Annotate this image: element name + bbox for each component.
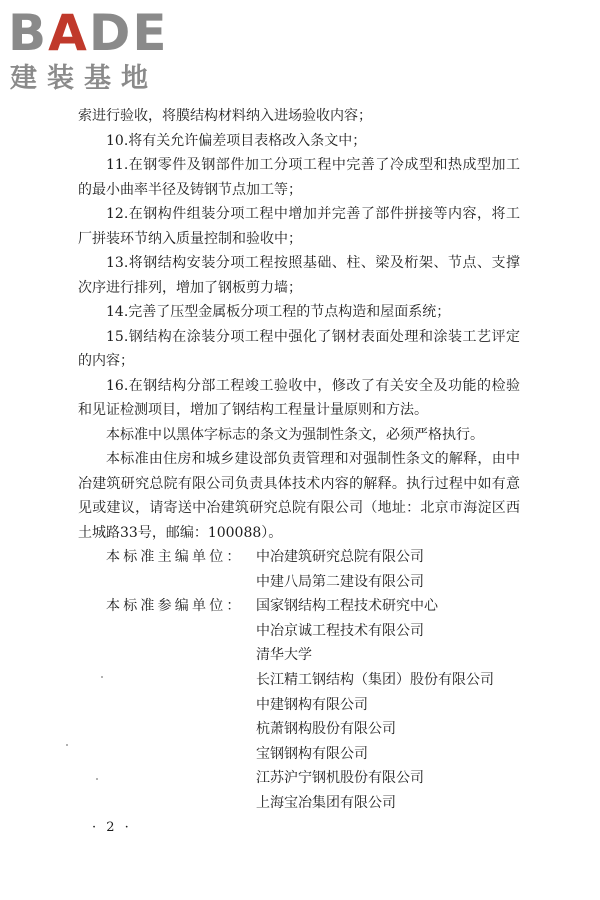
scan-speck <box>101 676 103 678</box>
participating-unit-row <box>78 742 520 767</box>
logo-wordmark <box>8 6 169 60</box>
paragraph: 14.完善了压型金属板分项工程的节点构造和屋面系统； <box>106 304 451 320</box>
participating-unit-row <box>78 693 520 718</box>
participating-unit-row <box>78 643 520 668</box>
page-number: · 2 · <box>92 820 132 835</box>
paragraph: 10.将有关允许偏差项目表格改入条文中； <box>106 132 367 149</box>
chief-unit-row <box>78 570 520 595</box>
participating-unit-row <box>78 594 520 619</box>
unit-name: 江苏沪宁钢机股份有限公司 <box>256 770 424 787</box>
unit-name: 中建钢构有限公司 <box>256 696 368 713</box>
document-body <box>78 104 520 816</box>
mandatory-clause-note: 本标准中以黑体字标志的条文为强制性条文，必须严格执行。 <box>106 426 484 443</box>
participating-unit-row <box>78 791 520 816</box>
logo-letter-accent: A <box>48 4 89 62</box>
scan-speck <box>96 778 98 780</box>
unit-name: 国家钢结构工程技术研究中心 <box>256 598 438 615</box>
paragraph: 15.钢结构在涂装分项工程中强化了钢材表面处理和涂装工艺评定的内容； <box>78 328 520 369</box>
participating-unit-row <box>78 668 520 693</box>
scan-speck <box>66 744 68 746</box>
participating-unit-row <box>78 766 520 791</box>
chief-unit-row <box>78 545 520 570</box>
unit-name: 宝钢钢构有限公司 <box>256 745 368 762</box>
unit-name: 上海宝冶集团有限公司 <box>256 794 396 811</box>
unit-name: 中建八局第二建设有限公司 <box>256 573 424 590</box>
bade-logo <box>8 6 178 98</box>
logo-letters-prefix: B <box>8 4 49 62</box>
participating-unit-row <box>78 619 520 644</box>
logo-letters-suffix: DE <box>88 4 169 62</box>
paragraph: 13.将钢结构安装分项工程按照基础、柱、梁及桁架、节点、支撑次序进行排列，增加了钢板剪力墙； <box>78 255 520 296</box>
unit-name: 清华大学 <box>256 647 312 664</box>
units-list <box>78 545 520 816</box>
paragraph: 索进行验收，将膜结构材料纳入进场验收内容； <box>78 108 372 124</box>
chief-units-label: 本标准主编单位： <box>106 549 244 565</box>
management-note: 本标准由住房和城乡建设部负责管理和对强制性条文的解释，由中冶建筑研究总院有限公司负责具体技术内容的解释。执行过程中如有意见或建议，请寄送中冶建筑研究总院有限公司（地址：北京市海淀区西土城路33号，邮编：100088）。 <box>78 451 520 541</box>
unit-name: 长江精工钢结构（集团）股份有限公司 <box>256 671 494 688</box>
paragraph: 12.在钢构件组装分项工程中增加并完善了部件拼接等内容，将工厂拼装环节纳入质量控制和验收中； <box>78 206 520 247</box>
logo-subtitle: 建装基地 <box>10 63 158 94</box>
unit-name: 杭萧钢构股份有限公司 <box>256 721 396 738</box>
paragraph: 11.在钢零件及钢部件加工分项工程中完善了冷成型和热成型加工的最小曲率半径及铸钢节点加工等； <box>78 157 520 198</box>
paragraph: 16.在钢结构分部工程竣工验收中，修改了有关安全及功能的检验和见证检测项目，增加了钢结构工程量计量原则和方法。 <box>78 377 520 418</box>
unit-name: 中冶京诚工程技术有限公司 <box>256 622 424 639</box>
unit-name: 中冶建筑研究总院有限公司 <box>256 549 424 565</box>
participating-unit-row <box>78 717 520 742</box>
participating-units-label: 本标准参编单位： <box>106 598 244 615</box>
